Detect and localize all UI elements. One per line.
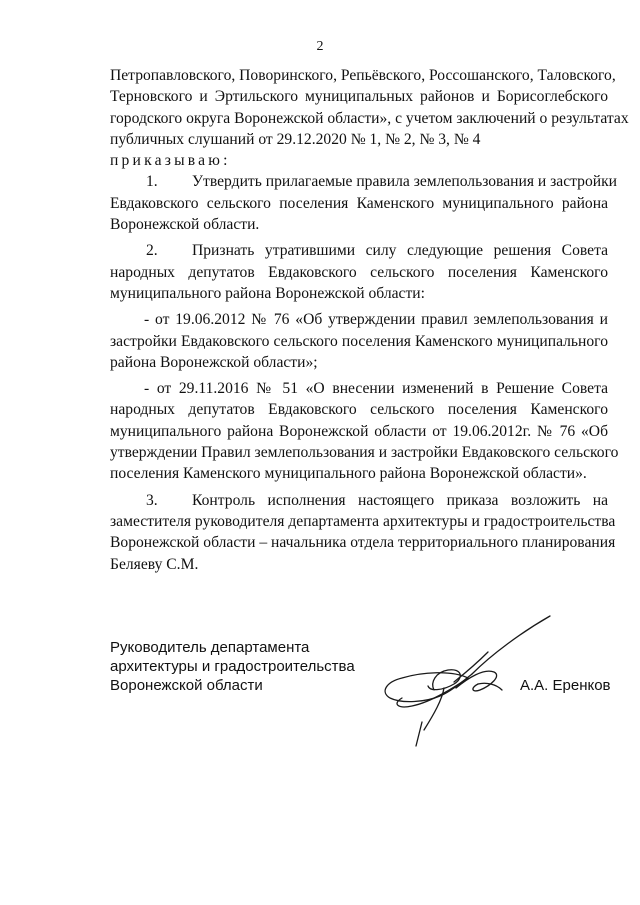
position-line: архитектуры и градостроительства (110, 658, 355, 675)
signature-position (110, 638, 370, 695)
sub-item-line: муниципального района Воронежской области от 19.06.2012г. № 76 «Об (110, 422, 608, 440)
sub-item-line: застройки Евдаковского сельского поселения Каменского муниципального (110, 332, 608, 350)
intro-line: Петропавловского, Поворинского, Репьёвского, Россошанского, Таловского, (110, 67, 616, 84)
list-item-first-line (110, 171, 618, 192)
list-item-line: Евдаковского сельского поселения Каменского муниципального района (110, 194, 608, 212)
list-item-3 (110, 490, 616, 575)
list-item-text: Признать утратившими силу следующие решения Совета (192, 242, 608, 260)
sub-item-line: - от 19.06.2012 № 76 «Об утверждении правил землепользования и (144, 311, 608, 329)
repealed-decision-2 (110, 378, 619, 484)
sub-item-line: - от 29.11.2016 № 51 «О внесении изменений в Решение Совета (144, 380, 608, 398)
list-item-line: муниципального района Воронежской области: (110, 284, 425, 302)
list-item-number: 2. (146, 242, 158, 260)
signer-name: А.А. Еренков (520, 677, 611, 694)
position-line: Воронежской области (110, 677, 263, 694)
intro-line: городского округа Воронежской области», с учетом заключений о результатах (110, 109, 629, 127)
list-item-first-line (110, 240, 608, 261)
sub-item-line: народных депутатов Евдаковского сельского поселения Каменского (110, 401, 608, 419)
sub-item-line: поселения Каменского муниципального района Воронежской области». (110, 465, 587, 483)
list-item-line: Беляеву С.М. (110, 555, 199, 573)
list-item-first-line (110, 490, 608, 511)
sub-item-line: утверждении Правил землепользования и застройки Евдаковского сельского (110, 444, 619, 462)
list-item-1 (110, 171, 618, 235)
page-number: 2 (316, 39, 324, 54)
list-item-text: Утвердить прилагаемые правила землепользования и застройки (192, 173, 618, 191)
list-item-2 (110, 240, 619, 484)
repealed-decision-1 (110, 309, 608, 373)
list-item-number: 3. (146, 491, 158, 509)
order-word: приказываю: (110, 152, 231, 170)
position-line: Руководитель департамента (110, 639, 310, 656)
list-item-line: Воронежской области. (110, 216, 260, 234)
list-item-line: Воронежской области – начальника отдела территориального планирования (110, 534, 616, 552)
document-body (110, 65, 629, 575)
list-item-number: 1. (146, 173, 158, 191)
list-item-line: заместителя руководителя департамента архитектуры и градостроительства (110, 512, 616, 530)
list-item-text: Контроль исполнения настоящего приказа возложить на (192, 491, 608, 509)
intro-paragraph (110, 65, 629, 150)
intro-line: Терновского и Эртильского муниципальных районов и Борисоглебского (110, 88, 608, 106)
sub-item-line: района Воронежской области»; (110, 353, 318, 371)
list-item-line: народных депутатов Евдаковского сельского поселения Каменского (110, 263, 608, 281)
intro-line: публичных слушаний от 29.12.2020 № 1, № 2, № 3, № 4 (110, 130, 481, 148)
